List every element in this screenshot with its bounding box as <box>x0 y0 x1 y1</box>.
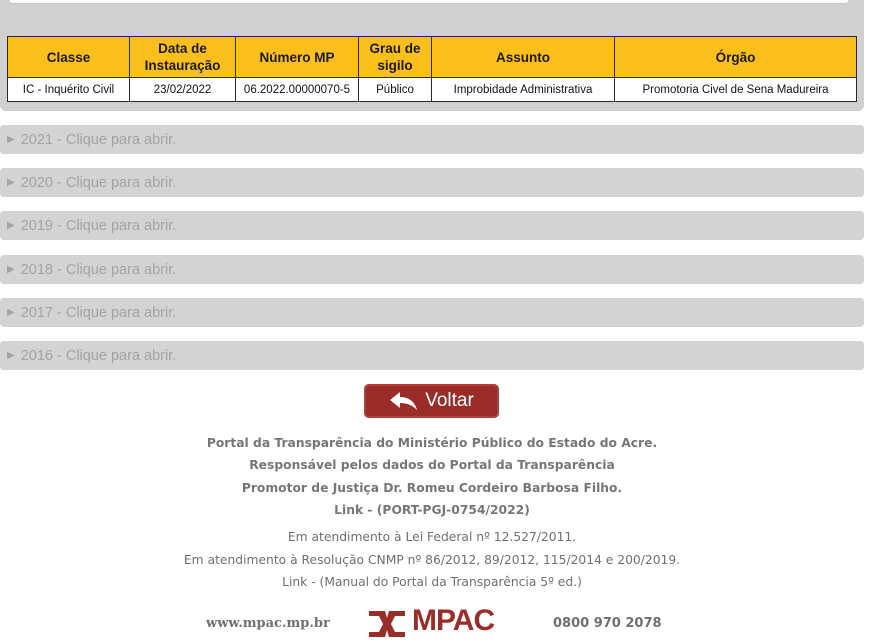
triangle-right-icon: ▶ <box>7 134 15 145</box>
triangle-right-icon: ▶ <box>7 350 15 361</box>
table-cell: Público <box>359 78 432 102</box>
records-panel <box>0 0 864 111</box>
column-header: Órgão <box>615 37 857 78</box>
column-header: Grau de sigilo <box>359 37 432 78</box>
table-cell: IC - Inquérito Civil <box>8 78 130 102</box>
footer-law-text: Em atendimento à Lei Federal nº 12.527/2011. <box>287 530 577 544</box>
table-cell: Improbidade Administrativa <box>432 78 615 102</box>
year-2021-toggle[interactable] <box>0 125 864 154</box>
year-label: 2021 - Clique para abrir. <box>20 131 177 148</box>
triangle-right-icon: ▶ <box>7 307 15 318</box>
year-label: 2020 - Clique para abrir. <box>20 174 177 191</box>
table-row <box>8 78 857 102</box>
footer-portal-text: Portal da Transparência do Ministério Público do Estado do Acre. <box>206 436 658 450</box>
back-arrow-icon <box>389 391 419 411</box>
triangle-right-icon: ▶ <box>7 177 15 188</box>
footer-bottom-row <box>0 604 871 639</box>
year-label: 2016 - Clique para abrir. <box>20 347 177 364</box>
year-2017-toggle[interactable] <box>0 298 864 327</box>
column-header: Assunto <box>432 37 615 78</box>
year-2020-toggle[interactable] <box>0 168 864 197</box>
column-header: Número MP <box>236 37 359 78</box>
triangle-right-icon: ▶ <box>7 220 15 231</box>
records-table <box>7 36 857 102</box>
footer-promotor-text: Promotor de Justiça Dr. Romeu Cordeiro Barbosa Filho. <box>241 481 623 495</box>
table-cell: 06.2022.00000070-5 <box>236 78 359 102</box>
footer-manual-link[interactable]: Link - (Manual do Portal da Transparência 5º ed.) <box>282 575 582 589</box>
footer-port-link[interactable]: Link - (PORT-PGJ-0754/2022) <box>334 503 530 517</box>
column-header: Classe <box>8 37 130 78</box>
year-label: 2017 - Clique para abrir. <box>20 304 177 321</box>
year-2019-toggle[interactable] <box>0 211 864 240</box>
table-cell: 23/02/2022 <box>130 78 236 102</box>
mpac-emblem-icon <box>367 608 407 639</box>
logo-text: MPAC <box>412 604 495 637</box>
footer-responsible-text: Responsável pelos dados do Portal da Transparência <box>249 458 615 472</box>
year-label: 2018 - Clique para abrir. <box>20 261 177 278</box>
year-label: 2019 - Clique para abrir. <box>20 217 177 234</box>
year-2016-toggle[interactable] <box>0 341 864 370</box>
table-cell: Promotoria Civel de Sena Madureira <box>615 78 857 102</box>
search-input[interactable] <box>8 0 850 4</box>
year-2018-toggle[interactable] <box>0 255 864 284</box>
column-header: Data de Instauração <box>130 37 236 78</box>
triangle-right-icon: ▶ <box>7 264 15 275</box>
back-button-label: Voltar <box>425 390 474 411</box>
phone-number: 0800 970 2078 <box>553 616 662 631</box>
mpac-logo <box>367 604 507 639</box>
site-link[interactable]: www.mpac.mp.br <box>206 616 330 631</box>
footer-resolution-text: Em atendimento à Resolução CNMP nº 86/2012, 89/2012, 115/2014 e 200/2019. <box>183 553 681 567</box>
table-header-row <box>8 37 857 78</box>
back-button[interactable] <box>364 384 499 418</box>
